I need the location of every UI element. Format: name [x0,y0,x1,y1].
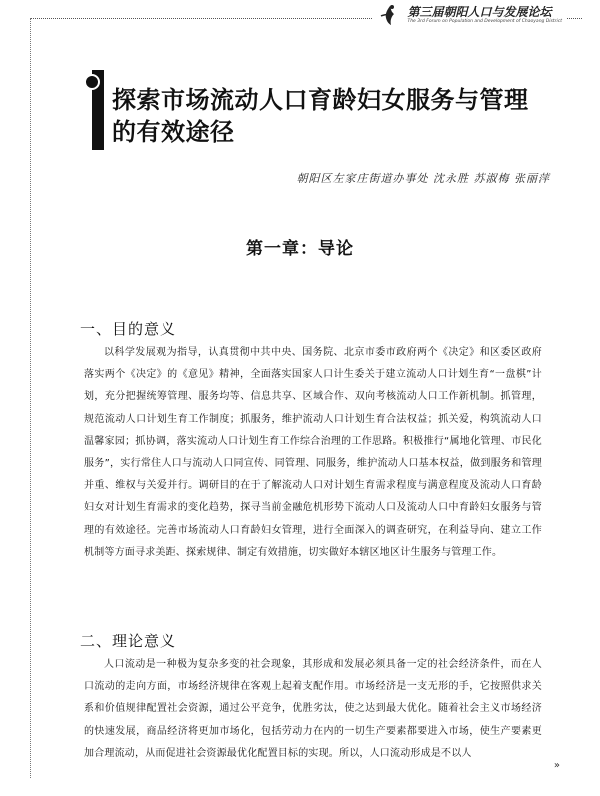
forum-subtitle: The 3rd Forum on Population and Development of Chaoyang District [407,18,562,24]
chapter-heading: 第一章：导论 [246,239,354,259]
section-paragraph: 以科学发展观为指导，认真贯彻中共中央、国务院、北京市委市政府两个《决定》和区委区政府落实两个《决定》的《意见》精神，全面落实国家人口计生委关于建立流动人口计划生育“一盘棋”计划，充分把握统筹管理、服务均等、信息共享、区域合作、双向考核流动人口工作新机制。抓管理，规范流动人口计划生育工作制度；抓服务，维护流动人口计划生育合法权益；抓关爱，构筑流动人口温馨家园；抓协调，落实流动人口计划生育工作综合治理的工作思路。积极推行“属地化管理、市民化服务”，实行常住人口与流动人口同宣传、同管理、同服务，维护流动人口基本权益，做到服务和管理并重、维权与关爱并行。调研目的在于了解流动人口对计划生育需求程度与满意程度及流动人口育龄妇女对计划生育需求的变化趋势，探寻当前金融危机形势下流动人口及流动人口中育龄妇女服务与管理的有效途径。完善市场流动人口育龄妇女管理，进行全面深入的调查研究，在利益导向、建立工作机制等方面寻求美距、探索规律、制定有效措施，切实做好本辖区地区计生服务与管理工作。 [84,347,542,558]
article-authors: 朝阳区左家庄街道办事处 沈永胜 苏淑梅 张丽萍 [296,172,550,185]
section-heading: 二、理论意义 [80,632,177,650]
title-decoration-dot [84,74,100,90]
dancer-logo-icon [377,4,403,26]
forum-logo [373,4,566,26]
forum-name: 第三届朝阳人口与发展论坛 [407,4,552,19]
article-title: 探索市场流动人口育龄妇女服务与管理的有效途径 [112,85,529,146]
section-heading: 一、目的意义 [80,320,177,338]
continue-mark: » [553,760,560,771]
left-border-rule [30,18,31,778]
forum-logo-text [407,6,562,25]
section-paragraph: 人口流动是一种极为复杂多变的社会现象，其形成和发展必须具备一定的社会经济条件，而在人口流动的走向方面，市场经济规律在客观上起着支配作用。市场经济是一支无形的手，它按照供求关系和价值规律配置社会资源，通过公平竞争，优胜劣汰，使之达到最大优化。随着社会主义市场经济的快速发展，商品经济将更加市场化，包括劳动力在内的一切生产要素都要进入市场，使生产要素更加合理流动，从而促进社会资源最优化配置目标的实现。所以，人口流动形成是不以人 [84,659,542,759]
